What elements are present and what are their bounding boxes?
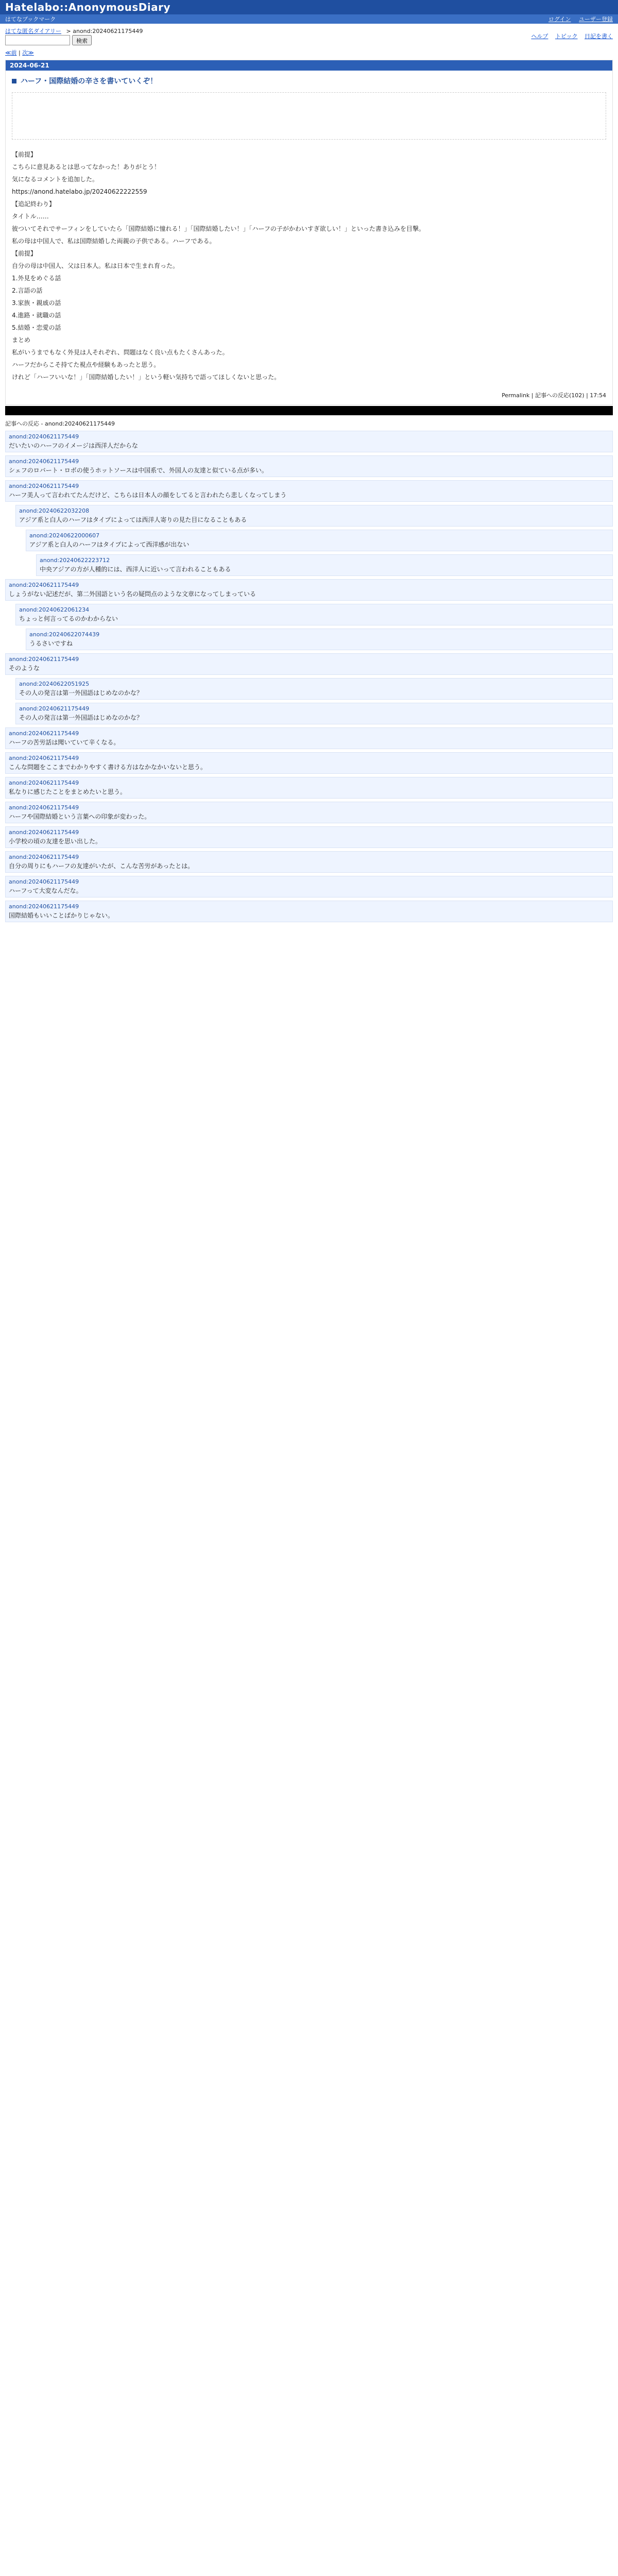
comment-text: シェフのロバート・ロボの使うホットソースは中国系で、外国人の友達と似ている点が多い。	[9, 467, 268, 474]
entry-title	[12, 76, 606, 86]
comment-text: ハーフの苦労話は聞いていて辛くなる。	[9, 739, 120, 746]
comment-meta-link[interactable]: anond:20240621175449	[9, 656, 79, 663]
comment-text: その人の発言は第一外国語はじめなのかな？	[19, 714, 143, 721]
comment-item	[15, 703, 613, 724]
comment-text: ハーフや国際結婚という言葉への印象が変わった。	[9, 813, 151, 820]
search-area	[5, 35, 143, 45]
breadcrumb: はてな匿名ダイアリー > anond:20240621175449 検索	[5, 28, 143, 44]
comment-item	[5, 826, 613, 848]
top-links	[526, 32, 613, 40]
comment-text: アジア系と白人のハーフはタイプによって西洋感が出ない	[29, 541, 190, 548]
entry-paragraph: 【追記終わり】	[12, 200, 56, 208]
comment-item	[5, 901, 613, 922]
entry-nav: ≪前 | 次≫	[5, 49, 34, 56]
login-link[interactable]: ログイン	[548, 16, 571, 23]
help-link[interactable]: ヘルプ	[531, 33, 548, 40]
top-bar	[0, 0, 618, 14]
comment-meta-link[interactable]: anond:20240621175449	[9, 829, 79, 836]
comment-text: その人の発言は第一外国語はじめなのかな？	[19, 689, 143, 697]
comment-item	[5, 431, 613, 452]
comment-meta-link[interactable]: anond:20240621175449	[9, 730, 79, 737]
comment-item	[5, 777, 613, 799]
search-input[interactable]	[5, 35, 70, 45]
comment-text: 自分の周りにもハーフの友達がいたが、こんな苦労があったとは。	[9, 862, 194, 870]
title-square-icon	[12, 79, 16, 83]
comment-text: こんな問題をここまでわかりやすく書ける方はなかなかいないと思う。	[9, 764, 207, 771]
comment-item	[5, 727, 613, 749]
comment-meta-link[interactable]: anond:20240621175449	[9, 878, 79, 885]
comment-item	[5, 876, 613, 897]
comment-meta-link[interactable]: anond:20240622223712	[40, 557, 110, 564]
comment-item	[5, 455, 613, 477]
sub-bar	[0, 14, 618, 24]
site-logo[interactable]: Hatelabo::AnonymousDiary	[5, 1, 171, 13]
entry-paragraph: 気になるコメントを追加した。	[12, 176, 99, 183]
entry-paragraph: こちらに意見あるとは思ってなかった！ありがとう！	[12, 163, 161, 171]
entry-paragraph: 自分の母は中国人、父は日本人。私は日本で生まれ育った。	[12, 262, 179, 269]
register-link[interactable]: ユーザー登録	[579, 16, 613, 23]
entry-paragraph: まとめ	[12, 336, 31, 344]
next-entry-link[interactable]: 次≫	[22, 49, 34, 56]
topic-link[interactable]: トピック	[555, 33, 578, 40]
comment-text: しょうがない記述だが、第二外国語という名の疑問点のような文章になってしまっている	[9, 590, 256, 598]
comment-meta-link[interactable]: anond:20240622051925	[19, 681, 90, 687]
comment-meta-link[interactable]: anond:20240621175449	[9, 903, 79, 910]
comments-section	[5, 419, 613, 922]
comment-text: うるさいですね	[29, 640, 73, 647]
comment-meta-link[interactable]: anond:20240621175449	[9, 433, 79, 440]
comment-meta-link[interactable]: anond:20240621175449	[9, 755, 79, 761]
entry-paragraph: 【前提】	[12, 151, 37, 158]
comment-meta-link[interactable]: anond:20240621175449	[9, 458, 79, 465]
comment-meta-link[interactable]: anond:20240622000607	[29, 532, 100, 539]
entry-paragraph: 4.進路・就職の話	[12, 312, 61, 319]
comment-text: ハーフ美人って言われてたんだけど、こちらは日本人の顔をしてると言われたら悲しくなってしまう	[9, 492, 287, 499]
comment-meta-link[interactable]: anond:20240621175449	[9, 483, 79, 489]
comment-item	[36, 554, 613, 576]
divider-bar	[5, 406, 613, 415]
breadcrumb-home[interactable]: はてな匿名ダイアリー	[5, 28, 62, 35]
comment-item	[26, 530, 613, 551]
comment-item	[5, 802, 613, 823]
comment-text: 私なりに感じたことをまとめたいと思う。	[9, 788, 127, 795]
comment-meta-link[interactable]: anond:20240621175449	[9, 854, 79, 860]
entry-paragraph: 私がいうまでもなく外見は人それぞれ、問題はなく良い点もたくさんあった。	[12, 349, 229, 356]
comment-item	[5, 851, 613, 873]
comment-item	[5, 480, 613, 502]
comment-meta-link[interactable]: anond:20240622032208	[19, 507, 90, 514]
comment-text: だいたいのハーフのイメージは西洋人だからな	[9, 442, 139, 449]
comment-meta-link[interactable]: anond:20240621175449	[9, 582, 79, 588]
comment-item	[5, 653, 613, 675]
comment-text: ハーフって大変なんだな。	[9, 887, 82, 894]
prev-entry-link[interactable]: ≪前	[5, 49, 17, 56]
comment-item	[5, 579, 613, 601]
entry-paragraph: けれど「ハーフいいな！」「国際結婚したい！」という軽い気持ちで語ってほしくないと思った。	[12, 374, 281, 381]
entry-paragraph: 5.結婚・恋愛の話	[12, 324, 61, 331]
entry-paragraph: 【前提】	[12, 250, 37, 257]
comment-text: そのような	[9, 665, 40, 672]
diary-section	[5, 60, 613, 405]
comment-text: 国際結婚もいいことばかりじゃない。	[9, 912, 114, 919]
entry-paragraph: ハーフだからこそ持てた視点や経験もあったと思う。	[12, 361, 160, 368]
search-button[interactable]: 検索	[72, 35, 92, 45]
comment-meta-link[interactable]: anond:20240622061234	[19, 606, 90, 613]
comment-text: 小学校の頃の友達を思い出した。	[9, 838, 102, 845]
comment-text: ちょっと何言ってるのかわからない	[19, 615, 118, 622]
comment-text: アジア系と白人のハーフはタイプによっては西洋人寄りの見た目になることもある	[19, 516, 247, 523]
entry-body	[12, 150, 606, 382]
comment-item	[15, 604, 613, 625]
entry-paragraph[interactable]: https://anond.hatelabo.jp/20240622222559	[12, 188, 147, 195]
write-diary-link[interactable]: 日記を書く	[585, 33, 613, 40]
comment-meta-link[interactable]: anond:20240622074439	[29, 631, 100, 638]
comment-meta-link[interactable]: anond:20240621175449	[9, 804, 79, 811]
comment-meta-link[interactable]: anond:20240621175449	[19, 705, 90, 712]
comment-item	[15, 678, 613, 700]
entry-footer: Permalink | 記事への反応(102) | 17:54	[502, 392, 606, 399]
breadcrumb-bar	[0, 24, 618, 48]
comment-list	[5, 431, 613, 922]
entry-paragraph: 私の母は中国人で、私は国際結婚した両親の子供である。ハーフである。	[12, 238, 216, 245]
entry-title-text[interactable]: ハーフ・国際結婚の辛さを書いていくぞ！	[21, 77, 158, 86]
entry-paragraph: タイトル……	[12, 213, 49, 220]
entry-paragraph: 2.言語の話	[12, 287, 43, 294]
comment-item	[26, 629, 613, 650]
breadcrumb-current: anond:20240621175449	[73, 28, 143, 35]
comment-text: 中央アジアの方が人種的には、西洋人に近いって言われることもある	[40, 566, 231, 573]
subbar-left-link[interactable]: はてなブックマーク	[5, 16, 56, 23]
entry-paragraph: 3.家族・親戚の話	[12, 299, 61, 307]
entry-paragraph: 彼ついてそれでサーフィンをしていたら「国際結婚に憧れる！」「国際結婚したい！」「ハーフの子がかわいすぎ欲しい！」といった書き込みを目撃。	[12, 225, 425, 232]
date-heading: 2024-06-21	[6, 60, 612, 71]
comment-item	[5, 752, 613, 774]
comments-heading: 記事への反応 - anond:20240621175449	[5, 420, 115, 427]
diary-entry	[6, 71, 612, 404]
subbar-right-links	[542, 15, 613, 23]
entry-paragraph: 1.外見をめぐる話	[12, 275, 61, 282]
comment-meta-link[interactable]: anond:20240621175449	[9, 779, 79, 786]
comment-item	[15, 505, 613, 527]
ad-placeholder	[12, 92, 606, 140]
